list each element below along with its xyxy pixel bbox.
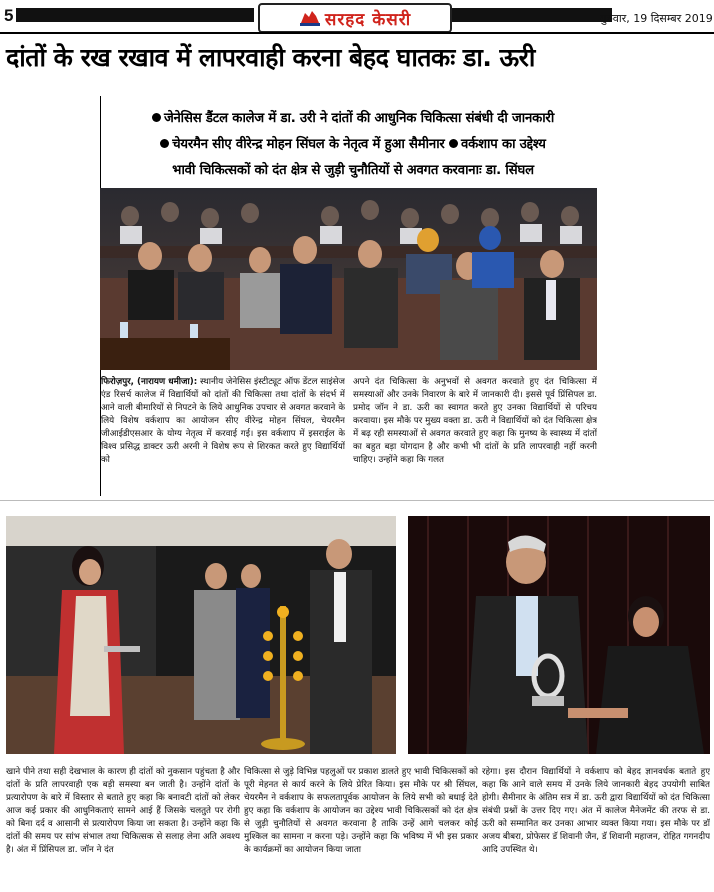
bullet-icon: [152, 113, 161, 122]
deck-text-1: जेनेसिस डैंटल कालेज में डा. उरी ने दांतों की आधुनिक चिकित्सा संबंधी दी जानकारी: [163, 111, 555, 126]
article-text-4: चिकित्सा से जुड़े विभिन्न पहलुओं पर प्रकाश डालते हुए भावी चिकित्सकों को पूरी मेहनत से कार्य करने के लिये प्रेरित किया। इस मौके पर श्री सिंघल, चेयरमैन ने वर्कशाप के सफलतापूर्वक आयोजन के लिये सभी को बधाई देते हुए कहा कि वर्कशाप के आयोजन का उद्देश्य भावी चिकित्सकों को दंत क्षेत्र से जुड़ी चुनौतियों से अवगत करवाना है ताकि उन्हें आगे चलकर कोई मुश्किल का सामना न करना पड़े। उन्होंने कहा कि भविष्य में भी इस प्रकार के कार्यक्रमों का आयोजन किया जाता: [244, 767, 478, 855]
headline: दांतों के रख रखाव में लापरवाही करना बेहद घातकः डा. ऊरी: [6, 43, 535, 72]
article-column-2: [353, 376, 597, 496]
map-emblem-icon: [299, 9, 321, 27]
article-text-1: स्थानीय जेनेसिस इंस्टीट्यूट ऑफ डेंटल साइंसेज एंड रिसर्च कालेज में विद्यार्थियों को दांतों की चिकित्सा तथा दांतों के संदर्भ में आने वाली बीमारियों से निपटने के लिये आधुनिक उपचार से अवगत करवाने के लिये विशेष वर्कशाप का आयोजन सीए वीरेन्द्र मोहन सिंघल, चेयरमैन जीआईडीएसआर के योग्य नेतृत्व में करवाई गई। इस वर्कशाप में इसराईल के विश्व प्रसिद्ध डाक्टर ऊरी अरनी ने विशेष रूप से शिरकत करते हुए विद्यार्थियों को: [101, 377, 345, 465]
lamp-lighting-photo: [6, 516, 396, 754]
masthead-rule: [0, 32, 714, 34]
deck: [100, 106, 606, 184]
article-column-3: [6, 766, 240, 892]
masthead-bar-right: [452, 8, 612, 22]
seminar-audience-photo: [100, 188, 597, 370]
article-text-5: रहेगा। इस दौरान विद्यार्थियों ने वर्कशाप को बेहद ज्ञानवर्धक बताते हुए कहा कि आने वाले समय में उनके लिये जानकारी बेहद उपयोगी साबित होगी। सैमीनार के अंतिम सत्र में डा. ऊरी द्वारा विद्यार्थियों को दंत चिकित्सा संबंधी प्रश्नों के उत्तर दिए गए। अंत में कालेज मैनेजमेंट की तरफ से डा. ऊरी को सम्मानित कर उनका आभार व्यक्त किया गया। इस मौके पर डॉ अजय बीबरा, प्रोफेसर डॅ शिवानी जैन, डॅ शिवानी महाजन, रोहित गगनदीप आदि उपस्थित थे।: [482, 767, 710, 855]
article-column-1: [101, 376, 345, 496]
page-number: 5: [4, 6, 14, 25]
section-divider: [0, 500, 714, 501]
masthead-bar-left: [16, 8, 254, 22]
article-column-5: [482, 766, 710, 892]
bullet-icon: [449, 139, 458, 148]
deck-line-3: भावी चिकित्सकों को दंत क्षेत्र से जुड़ी चुनौतियों से अवगत करवानाः डा. सिंघल: [172, 163, 534, 178]
dateline: फिरोज़पुर, (नारायण धमीजा):: [101, 377, 198, 387]
article-text-2: अपने दंत चिकित्सा के अनुभवों से अवगत करवाते हुए दंत चिकित्सा में समस्याओं और उनके निवारण के बारे में जानकारी दी। इससे पूर्व प्रिंसिपल डा. प्रमोद जॉन ने डा. ऊरी का स्वागत करते हुए उनका विद्यार्थियों से परिचय करवाया। इस मौके पर मुख्य वक्ता डा. ऊरी ने विद्यार्थियों को दंत चिकित्सा क्षेत्र में बढ़ रही समस्याओं से अवगत करवाते हुए कहा कि मुनष्य के स्वास्थ्य में दांतों का बहुत बड़ा योगदान है और कभी भी दांतों के प्रति लापरवाही नहीं करनी चाहिए। उन्होंने कहा कि गलत: [353, 377, 597, 465]
article-column-4: [244, 766, 478, 892]
deck-text-2: चेयरमैन सीए वीरेन्द्र मोहन सिंघल के नेतृत्व में हुआ सैमीनार: [172, 137, 445, 152]
memento-presentation-photo: [408, 516, 710, 754]
deck-text-2b: वर्कशाप का उद्देश्य: [461, 137, 546, 152]
deck-line-1: [100, 106, 606, 132]
bullet-icon: [160, 139, 169, 148]
deck-line-2: [100, 132, 606, 158]
article-text-3: खाने पीने तथा सही देखभाल के कारण ही दांतों को नुकसान पहुंचता है और दांतों के प्रति लापरवाही एक बड़ी समस्या बन जाती है। उन्होंने दांतों के प्रत्यारोपण के बारे में विस्तार से बताते हुए कहा कि बनावटी दांतों को लेकर आज कई प्रकार की आधुनिकताएं सामने आई हैं जिसके चलतुते पर रोगी को बिना दर्द व आसानी से प्रत्यारोपण किया जा सकता है। उन्होंने कहा कि दांतों की समय पर सांभ संभाल तथा चिकित्सक से सलाह लेना अति अवश्य है। अंत में प्रिंसिपल डा. जॉन ने दंत: [6, 767, 240, 855]
paper-name-text: सरहद केसरी: [324, 9, 412, 30]
paper-nameplate: [258, 3, 452, 33]
issue-date: गुरुवार, 19 दिसम्बर 2019: [600, 12, 713, 25]
